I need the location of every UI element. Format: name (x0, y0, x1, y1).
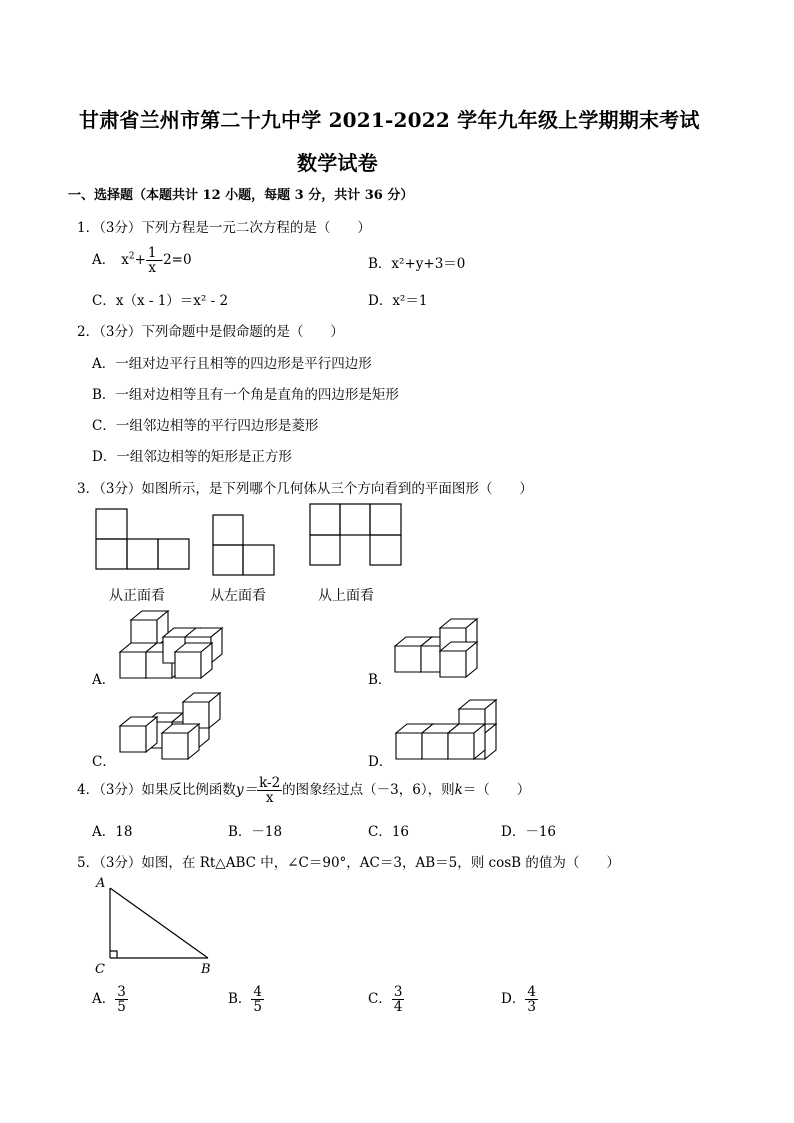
q3-option-b: B． (368, 672, 392, 688)
q1-option-a-numerator: 1 (147, 245, 157, 261)
q5-option-d-numerator: 4 (527, 984, 536, 1000)
q1-option-a-plus: + (134, 252, 146, 269)
q2-option-c: C．一组邻边相等的平行四边形是菱形 (92, 418, 319, 434)
question-1-stem: 1．（3分）下列方程是一元二次方程的是（ ） (77, 220, 371, 236)
doc-title-line2: 数学试卷 (297, 151, 378, 175)
q5-option-b-denominator: 5 (253, 999, 263, 1016)
q5-option-c-numerator: 3 (393, 984, 403, 1000)
question-2-stem: 2．（3分）下列命题中是假命题的是（ ） (77, 324, 344, 340)
q5-option-d (501, 985, 538, 1014)
q4-stem-suffix: 的图象经过点（－3，6），则 (282, 782, 455, 799)
triangle-vertex-c: C (95, 962, 105, 977)
triangle-vertex-b: B (201, 962, 211, 977)
q4-stem-k: k (454, 782, 463, 799)
section-heading: 一、选择题（本题共计 12 小题，每题 3 分，共计 36 分） (68, 188, 414, 203)
q4-option-a: A．18 (92, 824, 133, 840)
q4-stem-end: ＝（ ） (462, 782, 531, 799)
question-5-stem: 5．（3分）如图，在 Rt△ABC 中，∠C＝90°，AC＝3，AB＝5，则 cosB 的值为（ ） (77, 855, 620, 871)
q1-option-a: A． $x^2+$ $\frac{1}{x}$ -2=0 (92, 245, 192, 277)
q1-option-a-x: x (121, 252, 129, 269)
q5-option-a (92, 985, 128, 1014)
question-3-stem: 3．（3分）如图所示，是下列哪个几何体从三个方向看到的平面图形（ ） (77, 481, 533, 497)
q1-option-d: D．x²＝1 (368, 293, 428, 309)
q1-option-a-rest: -2=0 (158, 252, 192, 269)
left-view-label: 从左面看 (210, 588, 266, 604)
q1-option-c: C．x（x - 1）＝x² - 2 (92, 293, 229, 309)
q1-option-a-denominator: x (148, 260, 157, 277)
q2-option-a: A．一组对边平行且相等的四边形是平行四边形 (92, 356, 372, 372)
q2-option-d: D．一组邻边相等的矩形是正方形 (92, 449, 292, 465)
q4-stem-denominator: x (265, 790, 274, 807)
q4-stem-y: y＝ (235, 782, 258, 799)
q4-stem-prefix: 4．（3分）如果反比例函数 (77, 782, 236, 799)
q4-option-b: B．－18 (228, 824, 283, 840)
q5-option-d-denominator: 3 (527, 999, 536, 1016)
triangle-vertex-a: A (96, 876, 106, 891)
q1-option-b: B．x²+y+3＝0 (368, 256, 466, 272)
q5-option-a-denominator: 5 (117, 999, 126, 1016)
q5-option-a-prefix: A． (92, 991, 116, 1008)
q5-option-d-prefix: D． (501, 991, 526, 1008)
triangle-side-ab (110, 888, 208, 958)
q3-option-c: C． (92, 754, 116, 770)
q5-option-c (368, 985, 404, 1014)
q4-option-d: D．－16 (501, 824, 557, 840)
q3-option-d: D． (368, 754, 393, 770)
front-view-label: 从正面看 (109, 588, 165, 604)
right-angle-mark (110, 951, 117, 958)
top-view-label: 从上面看 (318, 588, 374, 604)
doc-title-line1: 甘肃省兰州市第二十九中学 2021-2022 学年九年级上学期期末考试 (79, 108, 700, 132)
q4-stem-numerator: k-2 (259, 775, 281, 791)
q1-option-a-prefix: A． (92, 252, 116, 269)
q2-option-b: B．一组对边相等且有一个角是直角的四边形是矩形 (92, 387, 399, 403)
q4-option-c: C．16 (368, 824, 410, 840)
q5-option-a-numerator: 3 (117, 984, 126, 1000)
q5-option-c-denominator: 4 (393, 999, 403, 1016)
q5-option-b-numerator: 4 (253, 984, 263, 1000)
q5-option-b-prefix: B． (228, 991, 252, 1008)
q3-option-a: A． (92, 672, 116, 688)
q5-option-b (228, 985, 264, 1014)
q5-option-c-prefix: C． (368, 991, 392, 1008)
